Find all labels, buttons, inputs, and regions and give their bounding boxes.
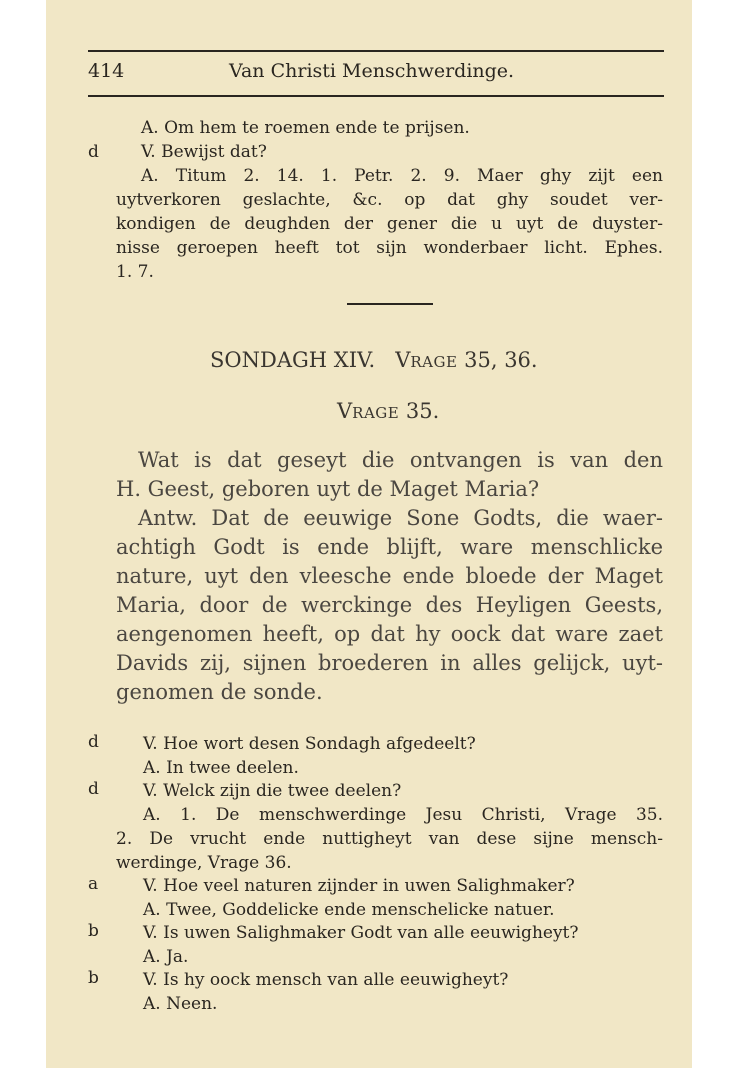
answer-line: A. Twee, Goddelicke ende menschelicke natuer. xyxy=(143,900,555,920)
question-line: V. Hoe veel naturen zijnder in uwen Salighmaker? xyxy=(143,876,575,896)
question-line: V. Welck zijn die twee deelen? xyxy=(143,781,402,801)
margin-letter: d xyxy=(88,142,99,162)
question-line: V. Hoe wort desen Sondagh afgedeelt? xyxy=(143,734,476,754)
question-heading xyxy=(337,399,439,423)
text-line: A. Titum 2. 14. 1. Petr. 2. 9. Maer ghy zijt een xyxy=(141,166,663,186)
subheading-number: 35. xyxy=(405,399,440,423)
text-line: uytverkoren geslachte, &c. op dat ghy soudet ver- xyxy=(116,190,663,210)
text-line: Maria, door de werckinge des Heyligen Geests, xyxy=(116,593,663,617)
text-line: 1. 7. xyxy=(116,262,154,282)
answer-line: A. 1. De menschwerdinge Jesu Christi, Vrage 35. xyxy=(143,805,663,825)
heading-numbers: 35, 36. xyxy=(464,348,538,372)
subheading-rage: RAGE xyxy=(352,404,400,422)
answer-praise: A. Om hem te roemen ende te prijsen. xyxy=(141,118,470,138)
answer-line: werdinge, Vrage 36. xyxy=(116,853,292,873)
answer-line: A. Neen. xyxy=(143,994,218,1014)
question-prove: V. Bewijst dat? xyxy=(141,142,267,162)
section-heading xyxy=(210,348,538,372)
text-line: nisse geroepen heeft tot sijn wonderbaer licht. Ephes. xyxy=(116,238,663,258)
answer-scripture-block xyxy=(116,164,663,284)
text-line: H. Geest, geboren uyt de Maget Maria? xyxy=(116,477,540,501)
main-answer xyxy=(116,504,663,707)
margin-letter: b xyxy=(88,921,99,941)
question-line: V. Is hy oock mensch van alle eeuwigheyt? xyxy=(143,970,509,990)
section-divider xyxy=(347,303,433,305)
text-line: Wat is dat geseyt die ontvangen is van den xyxy=(138,448,663,472)
list-item xyxy=(116,803,663,875)
heading-rage: RAGE xyxy=(410,353,458,371)
text-line: achtigh Godt is ende blijft, ware menschlicke xyxy=(116,535,663,559)
subheading-v: V xyxy=(337,399,353,423)
answer-line: 2. De vrucht ende nuttigheyt van dese sijne mensch- xyxy=(116,829,663,849)
running-title: Van Christi Menschwerdinge. xyxy=(229,60,515,82)
answer-line: A. Ja. xyxy=(143,947,189,967)
header-bottom-rule xyxy=(88,95,664,97)
margin-letter: d xyxy=(88,732,99,752)
answer-line: A. In twee deelen. xyxy=(143,758,299,778)
header-top-rule xyxy=(88,50,664,52)
page-number: 414 xyxy=(88,60,125,82)
text-line: Antw. Dat de eeuwige Sone Godts, die waer- xyxy=(138,506,663,530)
heading-v: V xyxy=(395,348,411,372)
text-line: Davids zij, sijnen broederen in alles gelijck, uyt- xyxy=(116,651,663,675)
text-line: aengenomen heeft, op dat hy oock dat ware zaet xyxy=(116,622,663,646)
text-line: nature, uyt den vleesche ende bloede der Maget xyxy=(116,564,663,588)
heading-sunday: SONDAGH XIV. xyxy=(210,348,376,372)
main-question xyxy=(116,446,663,504)
text-line: kondigen de deughden der gener die u uyt de duyster- xyxy=(116,214,663,234)
margin-letter: d xyxy=(88,779,99,799)
margin-letter: b xyxy=(88,968,99,988)
text-line: genomen de sonde. xyxy=(116,680,323,704)
question-line: V. Is uwen Salighmaker Godt van alle eeuwigheyt? xyxy=(143,923,579,943)
margin-letter: a xyxy=(88,874,99,894)
